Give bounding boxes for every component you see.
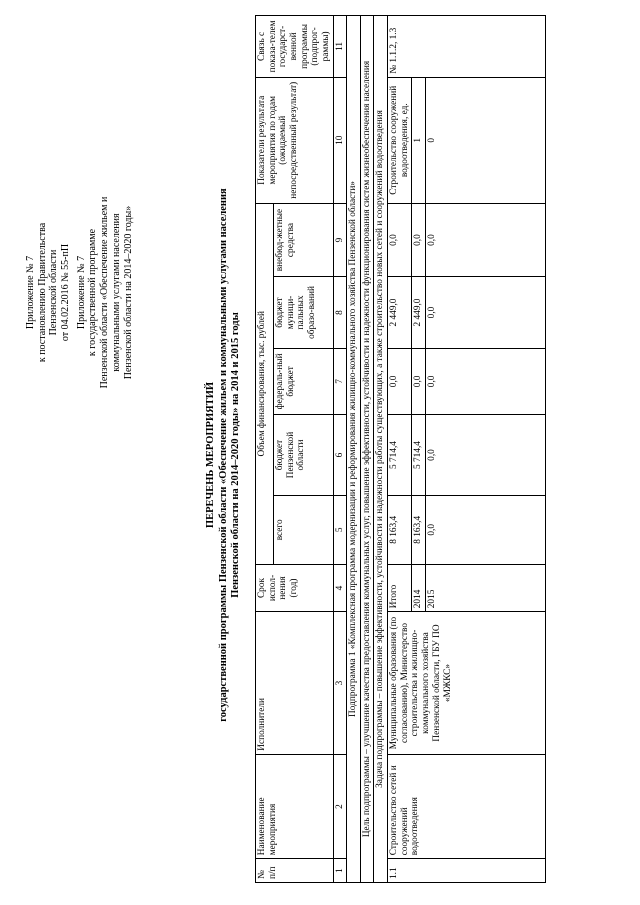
column-number: 3 bbox=[333, 612, 346, 755]
approval-block bbox=[25, 150, 134, 435]
header-total: всего bbox=[273, 495, 333, 564]
document-title bbox=[205, 45, 243, 865]
approval-line: Пензенской области на 2014–2020 годы» bbox=[122, 205, 134, 380]
column-number: 7 bbox=[333, 348, 346, 415]
row-term: 2014 bbox=[412, 564, 426, 612]
row-federal: 0,0 bbox=[388, 348, 412, 415]
row-total: 8 163,4 bbox=[412, 495, 426, 564]
row-regional: 5 714,4 bbox=[412, 415, 426, 496]
task-row: Задача подпрограммы – повышение эффективности, устойчивости и надежности работы существующих, а также строительство новых сетей и сооружений водоотведения bbox=[374, 16, 388, 883]
row-municipal: 2 449,0 bbox=[388, 277, 412, 348]
approval-line: Приложение № 7 bbox=[75, 255, 87, 330]
column-number: 5 bbox=[333, 495, 346, 564]
header-funding: Объем финансирования, тыс. рублей bbox=[256, 203, 274, 564]
row-regional: 5 714,4 bbox=[388, 415, 412, 496]
column-number: 10 bbox=[333, 77, 346, 203]
row-total: 0,0 bbox=[426, 495, 546, 564]
title-line: Пензенской области на 2014–2020 годы» на 2014 и 2015 годы bbox=[230, 312, 242, 598]
header-term: Срок испол-нения (год) bbox=[256, 564, 334, 612]
approval-line: от 04.02.2016 № 55-пП bbox=[60, 243, 72, 342]
title-line: ПЕРЕЧЕНЬ МЕРОПРИЯТИЙ bbox=[205, 381, 216, 529]
row-term: 2015 bbox=[426, 564, 546, 612]
approval-line: Пензенской области bbox=[48, 249, 60, 336]
row-federal: 0,0 bbox=[426, 348, 546, 415]
goal-row: Цель подпрограммы – улучшение качества предоставления коммунальных услуг, повышение эффективности, устойчивости и надежности функционирования систем жизнеобеспечения населения bbox=[360, 16, 374, 883]
header-link: Связь с показа-телем государст-венной программы (подпрог-раммы) bbox=[256, 16, 334, 78]
approval-line: коммунальными услугами населения bbox=[110, 213, 122, 372]
row-offbudget: 0,0 bbox=[426, 203, 546, 277]
row-municipal: 2 449,0 bbox=[412, 277, 426, 348]
subprogram-row: Подпрограмма 1 «Комплексная программа модернизации и реформирования жилищно-коммунального хозяйства Пензенской области» bbox=[347, 16, 361, 883]
header-federal: федераль-ный бюджет bbox=[273, 348, 333, 415]
row-link: № 1.1.2, 1.3 bbox=[388, 16, 546, 78]
row-indicator: 0 bbox=[426, 77, 546, 203]
header-indicators: Показатели результата мероприятия по годам (ожидаемый непосредственный результат) bbox=[256, 77, 334, 203]
column-number: 4 bbox=[333, 564, 346, 612]
row-offbudget: 0,0 bbox=[388, 203, 412, 277]
header-offbudget: внебюд-жетные средства bbox=[273, 203, 333, 277]
title-line: государственной программы Пензенской области «Обеспечение жильем и коммунальными услугами населения bbox=[217, 188, 229, 722]
row-regional: 0,0 bbox=[426, 415, 546, 496]
row-num: 1.1 bbox=[388, 859, 546, 883]
row-name: Строительство сетей и сооружений водоотведения bbox=[388, 754, 546, 859]
row-executors: Муниципальные образования (по согласованию), Министерство строительства и жилищно-коммунального хозяйства Пензенской области, ГБУ ПО «МЖКС» bbox=[388, 612, 546, 755]
row-total: 8 163,4 bbox=[388, 495, 412, 564]
column-number: 8 bbox=[333, 277, 346, 348]
approval-line: к государственной программе bbox=[87, 228, 99, 357]
header-num: № п/п bbox=[256, 859, 334, 883]
row-term: Итого bbox=[388, 564, 412, 612]
column-number: 6 bbox=[333, 415, 346, 496]
row-offbudget: 0,0 bbox=[412, 203, 426, 277]
row-federal: 0,0 bbox=[412, 348, 426, 415]
row-municipal: 0,0 bbox=[426, 277, 546, 348]
column-number: 2 bbox=[333, 754, 346, 859]
approval-line: Приложение № 7 bbox=[25, 255, 36, 330]
approval-line: к постановлению Правительства bbox=[36, 222, 48, 363]
row-indicator: 1 bbox=[412, 77, 426, 203]
header-regional: бюджет Пензенской области bbox=[273, 415, 333, 496]
header-executors: Исполнители bbox=[256, 612, 334, 755]
header-name: Наименование мероприятия bbox=[256, 754, 334, 859]
measures-table bbox=[255, 15, 546, 883]
column-number: 9 bbox=[333, 203, 346, 277]
column-number: 1 bbox=[333, 859, 346, 883]
header-municipal: бюджет муници-пальных образо-ваний bbox=[273, 277, 333, 348]
row-indicator-name: Строительство сооружений водоотведения, ед. bbox=[388, 77, 412, 203]
column-number: 11 bbox=[333, 16, 346, 78]
approval-line: Пензенской области «Обеспечение жильем и bbox=[99, 196, 111, 389]
